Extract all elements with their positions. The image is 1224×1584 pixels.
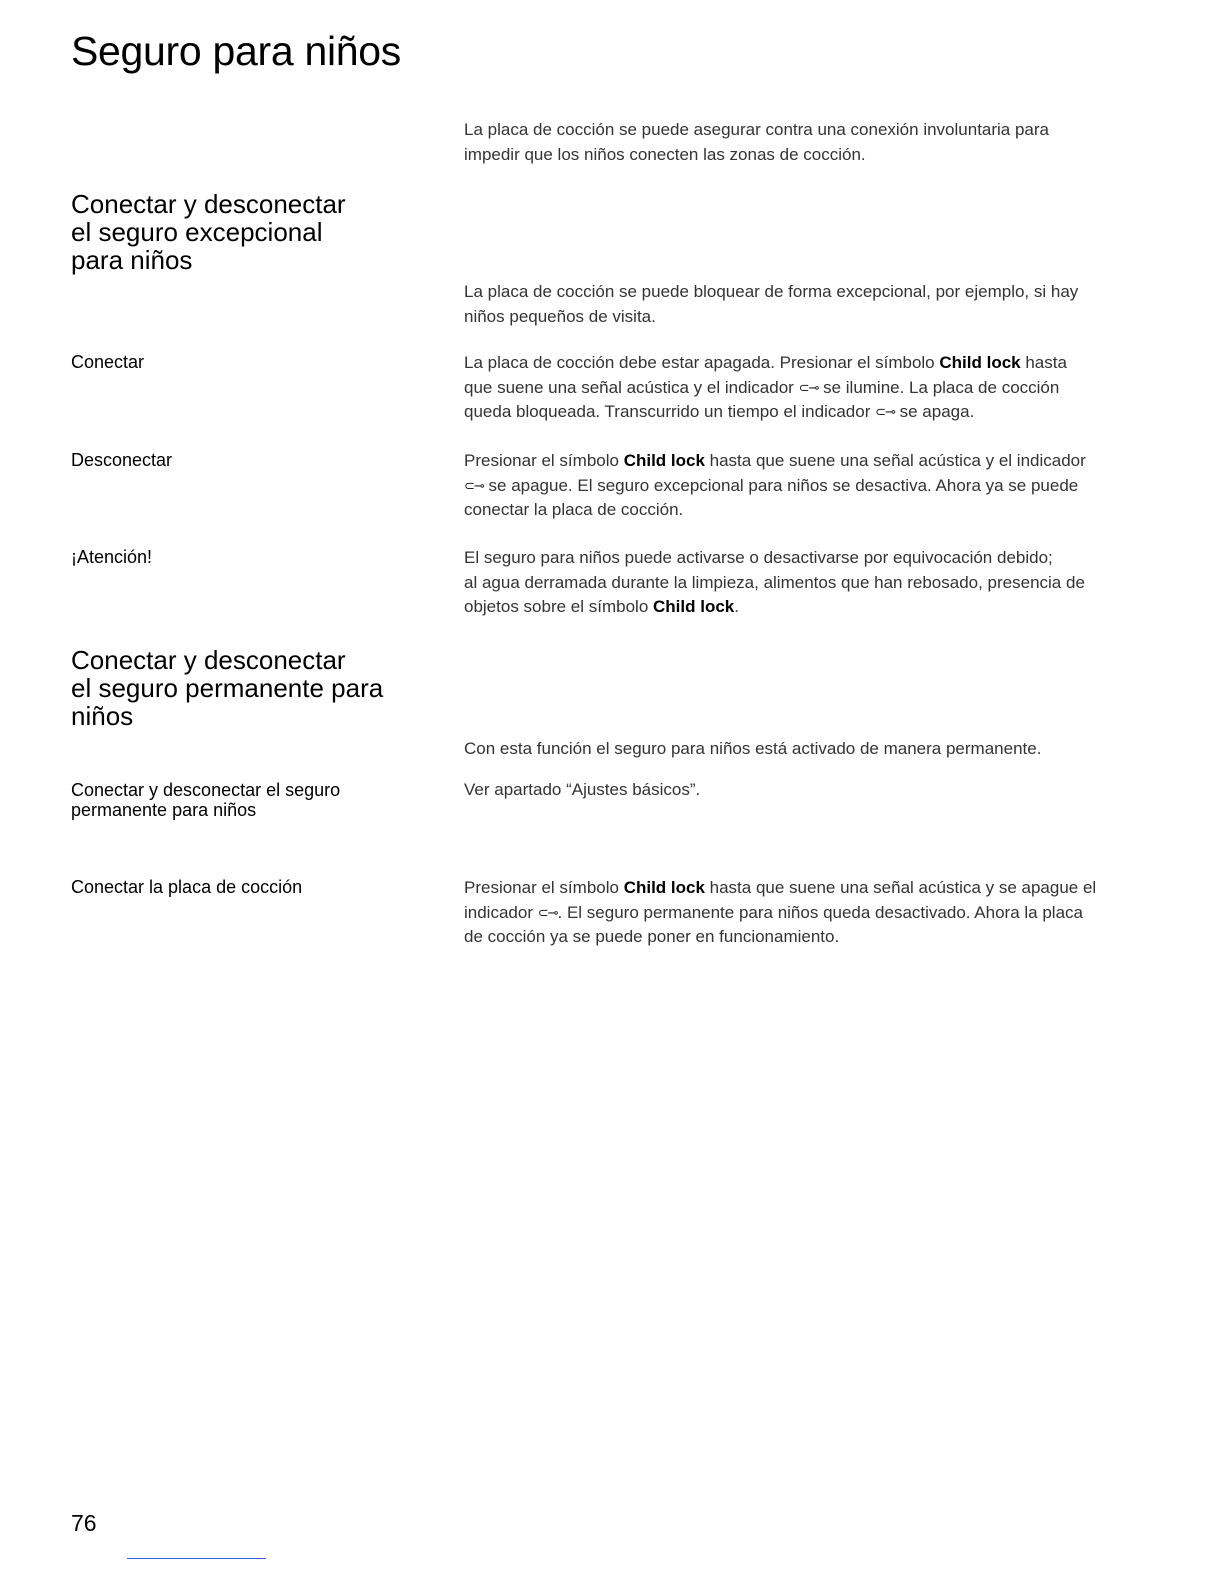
atencion-paragraph: El seguro para niños puede activarse o desactivarse por equivocación debido; al agua derramada durante la limpieza, alimentos que han rebosado, presencia de objetos sobre el símbolo Child lock. [464,548,1085,616]
key-lock-icon: ⊂⊸ [464,477,484,493]
section-intro-excepcional: La placa de cocción se puede bloquear de forma excepcional, por ejemplo, si hay niños pequeños de visita. [464,282,1079,326]
ver-ajustes-paragraph: Ver apartado “Ajustes básicos”. [464,780,701,799]
label-conectar: Conectar [71,352,145,372]
key-lock-icon: ⊂⊸ [875,404,895,419]
conectar-placa-paragraph: Presionar el símbolo Child lock hasta que suene una señal acústica y se apague el indicador ⊂⊸. El seguro permanente para niños queda desactivado. Ahora la placa de cocción ya se puede poner en funcionamiento. [464,878,1097,946]
desconectar-paragraph: Presionar el símbolo Child lock hasta que suene una señal acústica y el indicador ⊂⊸ se apague. El seguro excepcional para niños se desactiva. Ahora ya se puede conectar la placa de cocción. [464,451,1086,519]
conectar-paragraph: La placa de cocción debe estar apagada. Presionar el símbolo Child lock hasta que suene una señal acústica y el indicador ⊂⊸ se ilumine. La placa de cocción queda bloqueada. Transcurrido un tiempo el indicador ⊂⊸ se apaga. [464,351,1184,425]
label-atencion: ¡Atención! [71,547,153,567]
page-number: 76 [71,1510,97,1536]
footer-link-underline [127,1558,266,1559]
label-conectar-desconectar-permanente: Conectar y desconectar el seguro permanente para niños [71,780,341,820]
section-intro-permanente: Con esta función el seguro para niños está activado de manera permanente. [464,739,1042,758]
key-lock-icon: ⊂⊸ [537,904,558,920]
label-desconectar: Desconectar [71,450,173,470]
key-lock-icon: ⊂⊸ [798,379,819,395]
section-heading-excepcional: Conectar y desconectar el seguro excepcional para niños [71,189,346,275]
label-conectar-placa: Conectar la placa de cocción [71,877,303,897]
intro-paragraph: La placa de cocción se puede asegurar contra una conexión involuntaria para impedir que los niños conecten las zonas de cocción. [464,120,1050,164]
page-title: Seguro para niños [71,28,401,74]
section-heading-permanente: Conectar y desconectar el seguro permanente para niños [71,645,384,731]
